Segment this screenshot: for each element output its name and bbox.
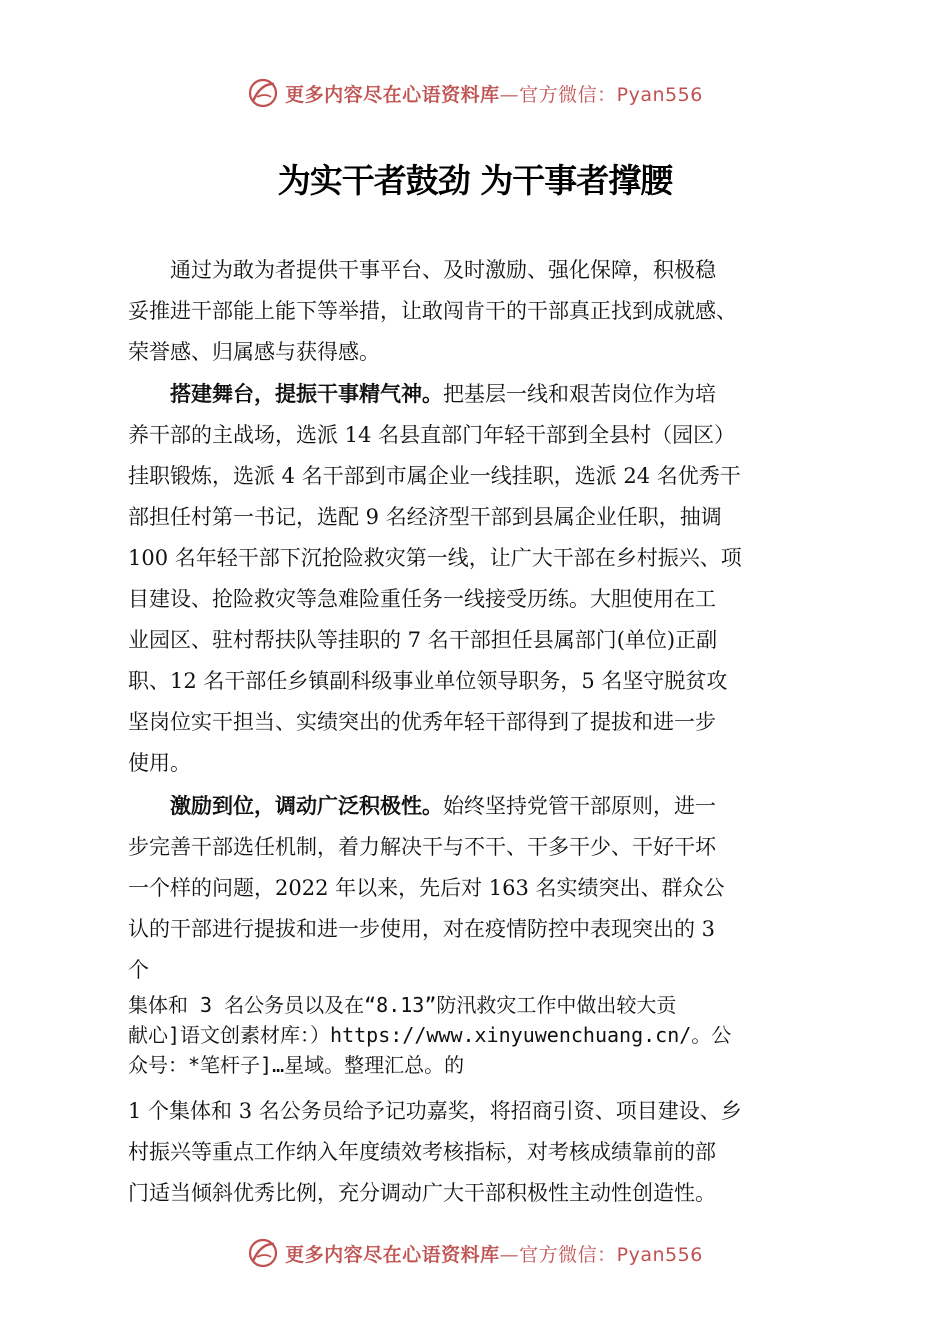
footer-watermark [0, 1233, 950, 1273]
brand-logo-icon [247, 1237, 279, 1269]
intro-paragraph: 通过为敢为者提供干事平台、及时激励、强化保障，积极稳 妥推进干部能上能下等举措，让敢闯肯干的干部真正找到成就感、 荣誉感、归属感与获得感。 [128, 258, 737, 364]
section-paragraph-stage [128, 374, 848, 784]
section-body: 始终坚持党管干部原则，进一 步完善干部选任机制，着力解决干与不干、干多干少、干好干坏 一个样的问题，2022 年以来，先后对 163 名实绩突出、群众公 认的干部进行提拔和进一步使用，对在疫情防控中表现突出的 3 个 [128, 794, 725, 982]
inserted-source-note: 集体和 3 名公务员以及在“8.13”防汛救灾工作中做出较大贡 献心]语文创素材库：）https://www.xinyuwenchuang.cn/。公 众号：*笔杆子]…星域。整理汇总。的 [128, 993, 732, 1077]
section-body: 把基层一线和艰苦岗位作为培 养干部的主战场，选派 14 名县直部门年轻干部到全县村（园区） 挂职锻炼，选派 4 名干部到市属企业一线挂职，选派 24 名优秀干 部担任村第一书记，选配 9 名经济型干部到县属企业任职，抽调 100 名年轻干部下沉抢险救灾第一线，让广大干部在乡村振兴、项 目建设、抢险救灾等急难险重任务一线接受历练。大胆使用在工 业园区、驻村帮扶队等挂职的 7 名干部担任县属部门(单位)正副 职、12 名干部任乡镇副科级事业单位领导职务，5 名坚守脱贫攻 坚岗位实干担当、实绩突出的优秀年轻干部得到了提拔和进一步 使用。 [128, 382, 742, 775]
section-paragraph-incentive [128, 786, 848, 991]
header-watermark [0, 73, 950, 113]
document-title: 为实干者鼓劲 为干事者撑腰 [277, 161, 673, 200]
closing-paragraph: 1 个集体和 3 名公务员给予记功嘉奖，将招商引资、项目建设、乡 村振兴等重点工作纳入年度绩效考核指标，对考核成绩靠前的部 门适当倾斜优秀比例，充分调动广大干部积极性主动性创造性。 [128, 1099, 742, 1205]
watermark-text: 更多内容尽在心语资料库—官方微信：Pyan556 [285, 1243, 703, 1266]
section-heading: 搭建舞台，提振干事精气神。 [128, 382, 443, 406]
watermark-text: 更多内容尽在心语资料库—官方微信：Pyan556 [285, 83, 703, 106]
section-heading: 激励到位，调动广泛积极性。 [128, 794, 443, 818]
brand-logo-icon [247, 77, 279, 109]
